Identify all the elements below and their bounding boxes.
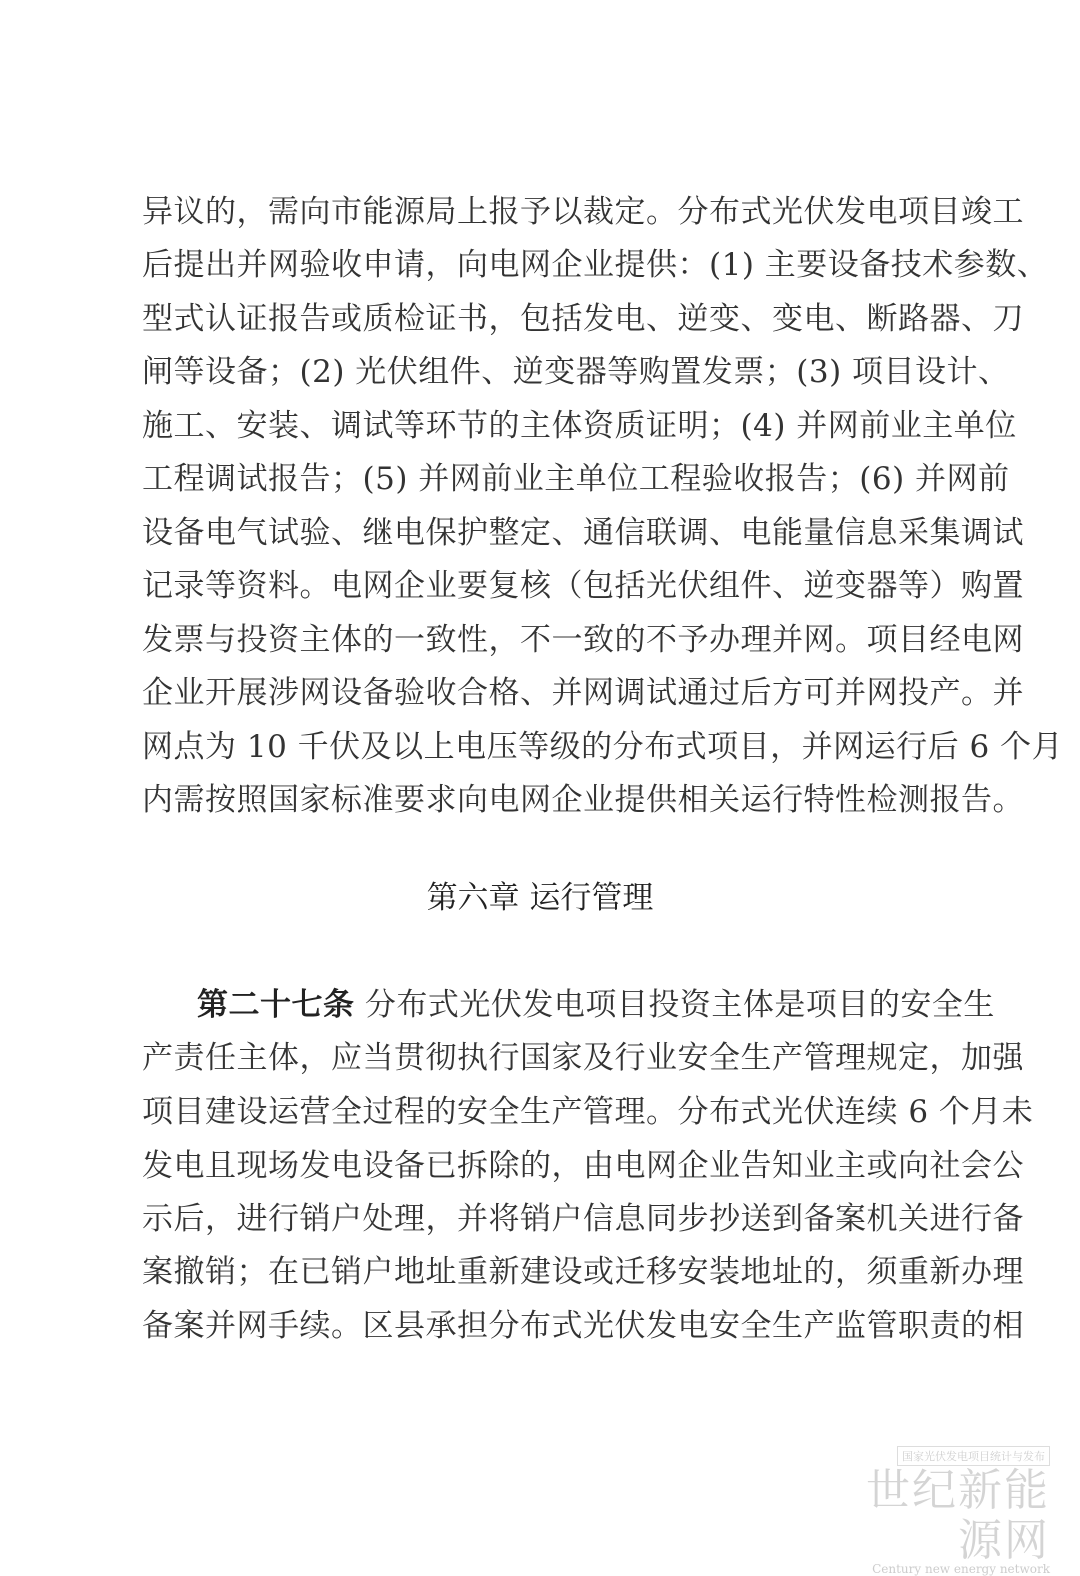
paragraph-line: 产责任主体，应当贯彻执行国家及行业安全生产管理规定，加强 [142,1040,1024,1076]
article-first-line-text: 分布式光伏发电项目投资主体是项目的安全生 [354,987,995,1023]
paragraph-line: 发电且现场发电设备已拆除的，由电网企业告知业主或向社会公 [142,1148,1024,1184]
article-first-line [197,985,995,1025]
chapter-heading: 第六章 运行管理 [426,880,654,916]
paragraph-line: 闸等设备；(2) 光伏组件、逆变器等购置发票；(3) 项目设计、 [142,354,1010,390]
paragraph-line: 示后，进行销户处理，并将销户信息同步抄送到备案机关进行备 [142,1201,1024,1237]
watermark-logo-text: 世纪新能源网 [866,1465,1050,1566]
paragraph-line: 异议的，需向市能源局上报予以裁定。分布式光伏发电项目竣工 [142,194,1024,230]
paragraph-line: 发票与投资主体的一致性，不一致的不予办理并网。项目经电网 [142,622,1024,658]
article-label: 第二十七条 [197,987,355,1023]
watermark-small-text: 国家光伏发电项目统计与发布 [897,1446,1050,1466]
watermark [830,1445,1050,1576]
paragraph-line: 施工、安装、调试等环节的主体资质证明；(4) 并网前业主单位 [142,408,1017,444]
paragraph-line: 型式认证报告或质检证书，包括发电、逆变、变电、断路器、刀 [142,301,1024,337]
paragraph-line: 案撤销；在已销户地址重新建设或迁移安装地址的，须重新办理 [142,1254,1024,1290]
paragraph-line: 备案并网手续。区县承担分布式光伏发电安全生产监管职责的相 [142,1308,1024,1344]
paragraph-line: 记录等资料。电网企业要复核（包括光伏组件、逆变器等）购置 [142,568,1024,604]
paragraph-line: 企业开展涉网设备验收合格、并网调试通过后方可并网投产。并 [142,675,1024,711]
paragraph-line: 设备电气试验、继电保护整定、通信联调、电能量信息采集调试 [142,515,1024,551]
paragraph-line: 网点为 10 千伏及以上电压等级的分布式项目，并网运行后 6 个月 [142,729,1064,765]
paragraph-line: 工程调试报告；(5) 并网前业主单位工程验收报告；(6) 并网前 [142,461,1010,497]
watermark-english-text: Century new energy network [872,1562,1050,1576]
paragraph-line: 后提出并网验收申请，向电网企业提供：(1) 主要设备技术参数、 [142,247,1049,283]
paragraph-line: 内需按照国家标准要求向电网企业提供相关运行特性检测报告。 [142,782,1024,818]
paragraph-line: 项目建设运营全过程的安全生产管理。分布式光伏连续 6 个月未 [142,1094,1034,1130]
